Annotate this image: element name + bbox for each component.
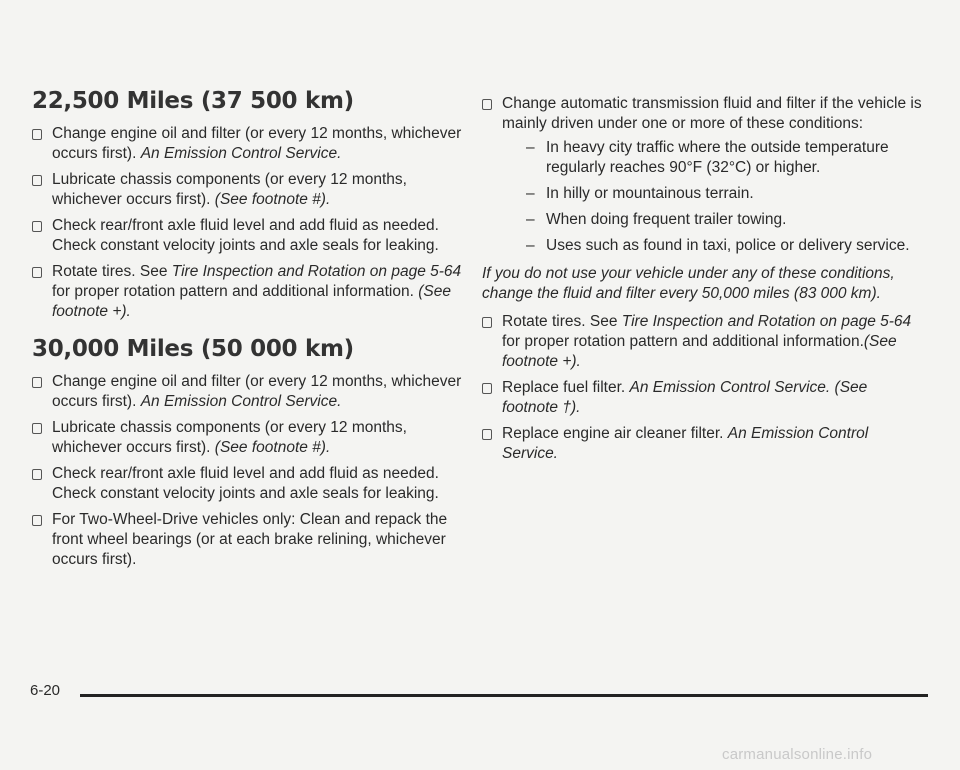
dash-icon: – xyxy=(526,185,535,202)
checkbox-icon xyxy=(32,175,42,186)
checkbox-icon xyxy=(482,383,492,394)
list-item: For Two-Wheel-Drive vehicles only: Clean and repack the front wheel bearings (or at each brake relining, whichever occurs first). xyxy=(32,510,480,570)
list-item: Replace fuel filter. An Emission Control Service. (See footnote †). xyxy=(482,378,922,418)
list-item: Change automatic transmission fluid and filter if the vehicle is mainly driven under one or more of these conditions: – In heavy city traffic where the outside temperature regularly reaches 90°F (32°C) or higher. – In hilly or mountainous terrain. – When doing frequent trailer towing. – Uses such as found in taxi, police or delivery service. xyxy=(482,94,922,256)
list-item: Check rear/front axle fluid level and add fluid as needed. Check constant velocity joints and axle seals for leaking. xyxy=(32,216,480,256)
list-item: Change engine oil and filter (or every 12 months, whichever occurs first). An Emission Control Service. xyxy=(32,372,480,412)
checkbox-icon xyxy=(482,317,492,328)
section-heading-22500: 22,500 Miles (37 500 km) xyxy=(32,88,354,114)
footer-rule xyxy=(80,694,928,697)
list-item: Rotate tires. See Tire Inspection and Rotation on page 5-64 for proper rotation pattern and additional information.(See footnote +). xyxy=(482,312,922,372)
list-item: Check rear/front axle fluid level and add fluid as needed. Check constant velocity joints and axle seals for leaking. xyxy=(32,464,480,504)
checklist-30000-more xyxy=(482,312,922,464)
condition-item: – When doing frequent trailer towing. xyxy=(526,211,787,228)
checkbox-icon xyxy=(32,515,42,526)
transmission-note: If you do not use your vehicle under any of these conditions, change the fluid and filter every 50,000 miles (83 000 km). xyxy=(482,265,895,302)
watermark: carmanualsonline.info xyxy=(722,746,873,763)
page-number: 6-20 xyxy=(30,682,61,699)
list-item: Lubricate chassis components (or every 12 months, whichever occurs first). (See footnote #). xyxy=(32,170,480,210)
checklist-30000-continued xyxy=(482,94,922,256)
dash-icon: – xyxy=(526,211,535,228)
checkbox-icon xyxy=(32,423,42,434)
condition-item: – In hilly or mountainous terrain. xyxy=(526,185,754,202)
checklist-22500 xyxy=(32,124,480,322)
checkbox-icon xyxy=(32,221,42,232)
checkbox-icon xyxy=(32,377,42,388)
conditions-list xyxy=(502,138,922,256)
checkbox-icon xyxy=(32,129,42,140)
checklist-30000 xyxy=(32,372,480,570)
page-footer xyxy=(30,682,930,706)
dash-icon: – xyxy=(526,237,535,254)
condition-item: – Uses such as found in taxi, police or delivery service. xyxy=(526,237,910,254)
checkbox-icon xyxy=(482,429,492,440)
dash-icon: – xyxy=(526,139,535,156)
section-heading-30000: 30,000 Miles (50 000 km) xyxy=(32,336,354,362)
left-column xyxy=(32,88,480,576)
right-column xyxy=(482,94,922,470)
checkbox-icon xyxy=(32,469,42,480)
list-item: Rotate tires. See Tire Inspection and Rotation on page 5-64 for proper rotation pattern and additional information. (See footnote +). xyxy=(32,262,480,322)
condition-item: – In heavy city traffic where the outside temperature regularly reaches 90°F (32°C) or higher. xyxy=(526,139,889,176)
checkbox-icon xyxy=(32,267,42,278)
checkbox-icon xyxy=(482,99,492,110)
list-item: Lubricate chassis components (or every 12 months, whichever occurs first). (See footnote #). xyxy=(32,418,480,458)
list-item: Replace engine air cleaner filter. An Emission Control Service. xyxy=(482,424,922,464)
list-item: Change engine oil and filter (or every 12 months, whichever occurs first). An Emission Control Service. xyxy=(32,124,480,164)
